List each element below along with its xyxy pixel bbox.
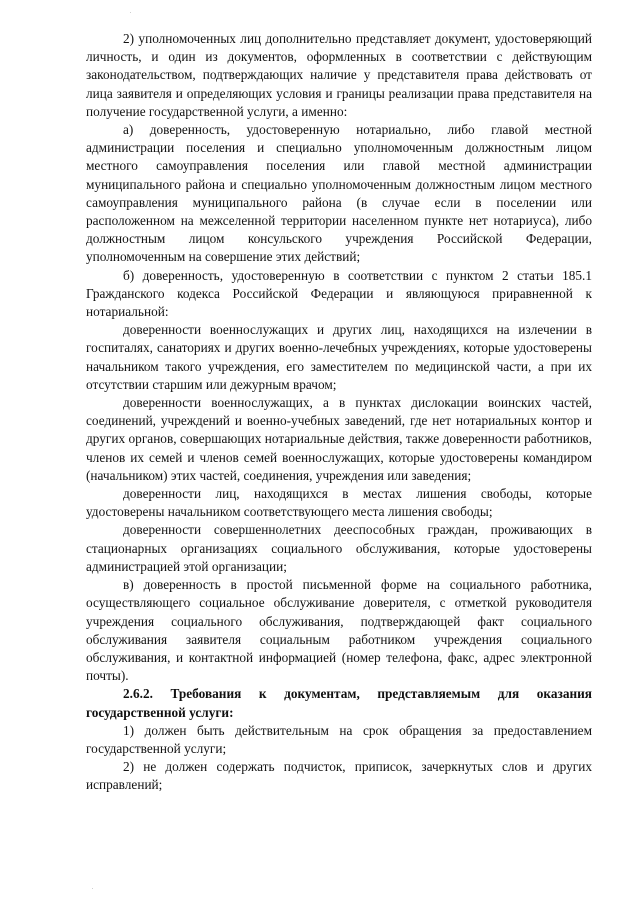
scan-speck [92,888,93,889]
paragraph-notarized-power-of-attorney: а) доверенность, удостоверенную нотариально, либо главой местной администрации поселения и специально уполномоченным должностным лицом местного самоуправления поселения или главой местной администрации муниципального района и специально уполномоченным должностным лицом местного самоуправления муниципального района (в случае если в поселении или расположенном на межселенной территории населенном пункте нет нотариуса), либо должностным лицом консульского учреждения Российской Федерации, уполномоченным на совершение этих действий; [86,122,592,265]
paragraph-equivalent-power-of-attorney: б) доверенность, удостоверенную в соответствии с пунктом 2 статьи 185.1 Гражданского кодекса Российской Федерации и являющуюся приравненной к нотариальной: [86,267,592,320]
requirement-validity: 1) должен быть действительным на срок обращения за предоставлением государственной услуги; [86,722,592,756]
paragraph-representative-docs: 2) уполномоченных лиц дополнительно представляет документ, удостоверяющий личность, и один из документов, оформленных в соответствии с действующим законодательством, подтверждающих наличие у представителя права действовать от лица заявителя и определяющих условия и границы реализации права представителя на получение государственной услуги, а именно: [86,31,592,119]
requirement-no-corrections: 2) не должен содержать подчисток, приписок, зачеркнутых слов и других исправлений; [86,759,592,793]
paragraph-social-worker-power-of-attorney: в) доверенность в простой письменной форме на социального работника, осуществляющего социальное обслуживание доверителя, с отметкой руководителя учреждения социального обслуживания, подтверждающей факт социального обслуживания заявителя социальным работником учреждения социального обслуживания, и контактной информацией (номер телефона, факс, адрес электронной почты). [86,577,592,684]
paragraph-detention-power-of-attorney: доверенности лиц, находящихся в местах лишения свободы, которые удостоверены начальником соответствующего места лишения свободы; [86,486,592,520]
paragraph-social-institution-power-of-attorney: доверенности совершеннолетних дееспособных граждан, проживающих в стационарных организациях социального обслуживания, которые удостоверены администрацией этой организации; [86,522,592,574]
paragraph-military-power-of-attorney: доверенности военнослужащих, а в пунктах дислокации воинских частей, соединений, учреждений и военно-учебных заведений, где нет нотариальных контор и других органов, совершающих нотариальные действия, также доверенности работников, членов их семей и членов семей военнослужащих, которые удостоверены командиром (начальником) этих частей, соединения, учреждения или заведения; [86,395,592,483]
paragraph-hospital-power-of-attorney: доверенности военнослужащих и других лиц, находящихся на излечении в госпиталях, санаториях и других военно-лечебных учреждениях, которые удостоверены начальником такого учреждения, его заместителем по медицинской части, а при их отсутствии старшим или дежурным врачом; [86,322,592,392]
scan-speck [130,12,131,13]
section-heading-document-requirements: 2.6.2. Требования к документам, представляемым для оказания государственной услуги: [86,686,592,720]
